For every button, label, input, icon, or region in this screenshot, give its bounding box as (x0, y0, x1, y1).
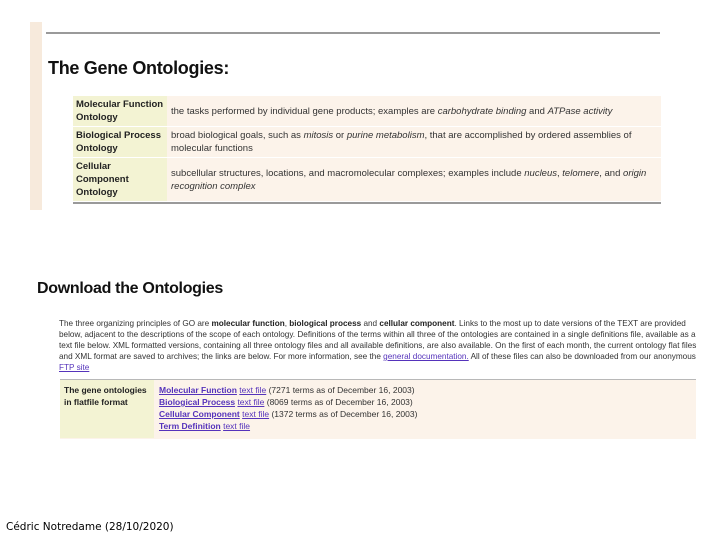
biological-process-link[interactable]: Biological Process (159, 397, 236, 407)
table-bottom-rule (73, 202, 661, 204)
text-file-link[interactable]: text file (237, 397, 265, 407)
text-file-link[interactable]: text file (239, 385, 267, 395)
list-item (159, 420, 417, 432)
flatfile-table (60, 379, 696, 439)
list-item: Cellular Component text file (1372 terms as of December 16, 2003) (159, 409, 418, 419)
panel-top-rule (46, 32, 660, 34)
text-file-link[interactable]: text file (223, 421, 251, 431)
table-row (73, 158, 661, 202)
table-row (73, 127, 661, 158)
general-documentation-link[interactable]: general documentation. (383, 352, 469, 361)
list-item: Biological Process text file (8069 terms as of December 16, 2003) (159, 397, 413, 407)
ontology-name: Molecular Function Ontology (73, 96, 167, 127)
ftp-site-link[interactable]: FTP site (59, 363, 90, 372)
flatfile-label: The gene ontologies in flatfile format (60, 380, 154, 438)
ontology-name: Cellular Component Ontology (73, 158, 167, 202)
molecular-function-link[interactable]: Molecular Function (159, 385, 237, 395)
text-file-link[interactable]: text file (242, 409, 270, 419)
flatfile-list (159, 384, 417, 432)
ontology-name: Biological Process Ontology (73, 127, 167, 158)
gene-ontologies-title: The Gene Ontologies: (48, 58, 230, 78)
list-item: Molecular Function text file (7271 terms as of December 16, 2003) (159, 385, 415, 395)
panel-side-stripe (30, 22, 42, 210)
download-description: The three organizing principles of GO are molecular function, biological process and cellular component. Links to the most up to date versions of the TEXT are provided below, adjacent to the descriptions of the scope of each ontology. Definitions of the terms within all three of the ontologies are contained in a single definitions file, available as a text file below. XML formatted versions, containing all three ontology files and all available definitions, are also available. On the first of each month, the current ontology flat files and XML format are saved to archives; the links are below. For more information, see the general documentation. All of these files can also be downloaded from our anonymous FTP site (59, 319, 697, 372)
ontology-description: the tasks performed by individual gene products; examples are carbohydrate binding and ATPase activity (167, 96, 661, 127)
term-definition-link[interactable]: Term Definition (159, 421, 221, 431)
flatfile-table-rule (60, 379, 696, 380)
ontology-description: broad biological goals, such as mitosis or purine metabolism, that are accomplished by ordered assemblies of molecular functions (167, 127, 661, 158)
table-row (73, 96, 661, 127)
download-title: Download the Ontologies (37, 280, 223, 297)
ontologies-table (73, 96, 661, 202)
footer-credit: Cédric Notredame (28/10/2020) (6, 521, 174, 533)
ontology-description: subcellular structures, locations, and macromolecular complexes; examples include nucleus, telomere, and origin recognition complex (167, 158, 661, 202)
cellular-component-link[interactable]: Cellular Component (159, 409, 240, 419)
